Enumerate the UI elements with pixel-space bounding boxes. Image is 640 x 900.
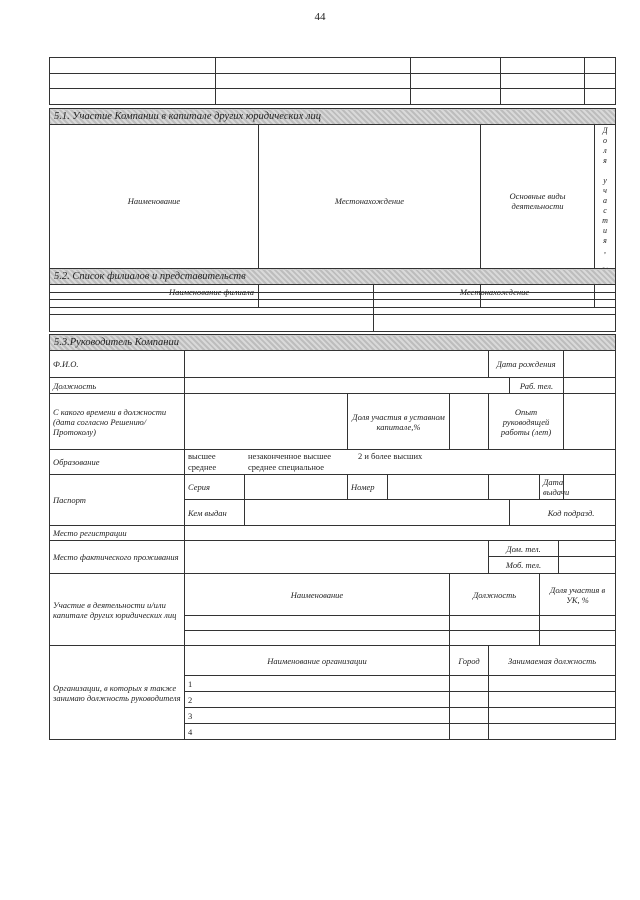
edu-incomplete-option[interactable]: незаконченное высшее [248, 451, 332, 461]
issued-by-field[interactable] [245, 500, 510, 526]
org-row-number[interactable]: 4 [185, 724, 450, 740]
org-name-header: Наименование организации [185, 646, 450, 676]
section-5-2-table [49, 268, 616, 332]
cell[interactable] [411, 58, 501, 74]
number-label: Номер [348, 475, 388, 500]
branch-location-header: Местонахождение [374, 285, 616, 300]
cell[interactable] [411, 89, 501, 105]
org-city-field[interactable] [450, 708, 489, 724]
section-5-2-heading: 5.2. Список филиалов и представительств [50, 269, 616, 285]
org-row-number[interactable]: 1 [185, 676, 450, 692]
col-name-header: Наименование [50, 125, 259, 278]
work-phone-field[interactable] [564, 378, 616, 394]
fio-label: Ф.И.О. [50, 351, 185, 378]
cell[interactable] [501, 58, 585, 74]
education-options [185, 450, 616, 475]
mobile-phone-field[interactable] [559, 557, 616, 574]
section-5-3-heading: 5.3.Руководитель Компании [50, 335, 616, 351]
experience-field[interactable] [564, 394, 616, 450]
series-label: Серия [185, 475, 245, 500]
part-name-header: Наименование [185, 574, 450, 616]
education-label: Образование [50, 450, 185, 475]
org-row-number[interactable]: 3 [185, 708, 450, 724]
cell[interactable] [540, 616, 616, 631]
cell[interactable] [50, 89, 216, 105]
org-city-field[interactable] [450, 676, 489, 692]
cell[interactable] [540, 631, 616, 646]
birth-date-label: Дата рождения [489, 351, 564, 378]
col-share-text: Д о л я у ч а с т и я , [602, 126, 608, 255]
section-5-1-heading: 5.1. Участие Компании в капитале других юридических лиц [50, 109, 616, 125]
edu-higher-option[interactable]: высшее [188, 451, 216, 461]
edu-special-option[interactable]: среднее специальное [248, 462, 325, 472]
cell[interactable] [374, 300, 616, 315]
participation-label: Участие в деятельности и/или капитале других юридических лиц [50, 574, 185, 646]
registration-field[interactable] [185, 526, 616, 541]
birth-date-field[interactable] [564, 351, 616, 378]
section-5-3-table [49, 334, 616, 740]
series-field[interactable] [245, 475, 348, 500]
org-position-field[interactable] [489, 692, 616, 708]
cell[interactable] [374, 315, 616, 332]
since-field[interactable] [185, 394, 348, 450]
edu-two-option[interactable]: 2 и более высших [358, 451, 423, 461]
org-position-field[interactable] [489, 708, 616, 724]
mobile-phone-label: Моб. тел. [489, 557, 559, 574]
cell[interactable] [411, 74, 501, 89]
residence-label: Место фактического проживания [50, 541, 185, 574]
col-activity-header: Основные виды деятельности [481, 125, 595, 278]
cell[interactable] [450, 631, 540, 646]
page-number: 44 [314, 11, 326, 23]
cell[interactable] [50, 74, 216, 89]
cell[interactable] [501, 74, 585, 89]
org-row-number[interactable]: 2 [185, 692, 450, 708]
cell[interactable] [50, 315, 374, 332]
org-city-field[interactable] [450, 692, 489, 708]
continued-table [49, 57, 616, 105]
registration-label: Место регистрации [50, 526, 185, 541]
cell[interactable] [50, 300, 374, 315]
cell[interactable] [585, 58, 616, 74]
edu-secondary-option[interactable]: среднее [188, 462, 217, 472]
org-city-field[interactable] [450, 724, 489, 740]
passport-label: Паспорт [50, 475, 185, 526]
issued-by-label: Кем выдан [185, 500, 245, 526]
work-phone-label: Раб. тел. [510, 378, 564, 394]
branch-name-header: Наименование филиала [50, 285, 374, 300]
cell[interactable] [216, 74, 411, 89]
cell[interactable] [185, 616, 450, 631]
cell[interactable] [585, 89, 616, 105]
experience-label: Опыт руководящей работы (лет) [489, 394, 564, 450]
position-field[interactable] [185, 378, 510, 394]
share-capital-label: Доля участия в уставном капитале,% [348, 394, 450, 450]
part-share-header: Доля участия в УК, % [540, 574, 616, 616]
part-position-header: Должность [450, 574, 540, 616]
number-field[interactable] [388, 475, 489, 500]
fio-field[interactable] [185, 351, 489, 378]
col-share-header [595, 125, 616, 278]
cell[interactable] [450, 616, 540, 631]
since-label: С какого времени в должности (дата согласно Решению/Протоколу) [50, 394, 185, 450]
orgs-label: Организации, в которых я также занимаю должность руководителя [50, 646, 185, 740]
issue-date-label: Дата выдачи [540, 475, 564, 500]
residence-field[interactable] [185, 541, 489, 574]
home-phone-field[interactable] [559, 541, 616, 557]
issue-date-field[interactable] [564, 475, 616, 500]
org-position-field[interactable] [489, 724, 616, 740]
col-location-header: Местонахождение [259, 125, 481, 278]
cell[interactable] [501, 89, 585, 105]
home-phone-label: Дом. тел. [489, 541, 559, 557]
position-label: Должность [50, 378, 185, 394]
cell[interactable] [185, 631, 450, 646]
share-capital-field[interactable] [450, 394, 489, 450]
org-position-field[interactable] [489, 676, 616, 692]
org-position-header: Занимаемая должность [489, 646, 616, 676]
cell[interactable] [50, 58, 216, 74]
cell[interactable] [216, 89, 411, 105]
dept-code-label: Код подразд. [510, 500, 616, 526]
spacer-cell [489, 475, 540, 500]
org-city-header: Город [450, 646, 489, 676]
cell[interactable] [216, 58, 411, 74]
cell[interactable] [585, 74, 616, 89]
